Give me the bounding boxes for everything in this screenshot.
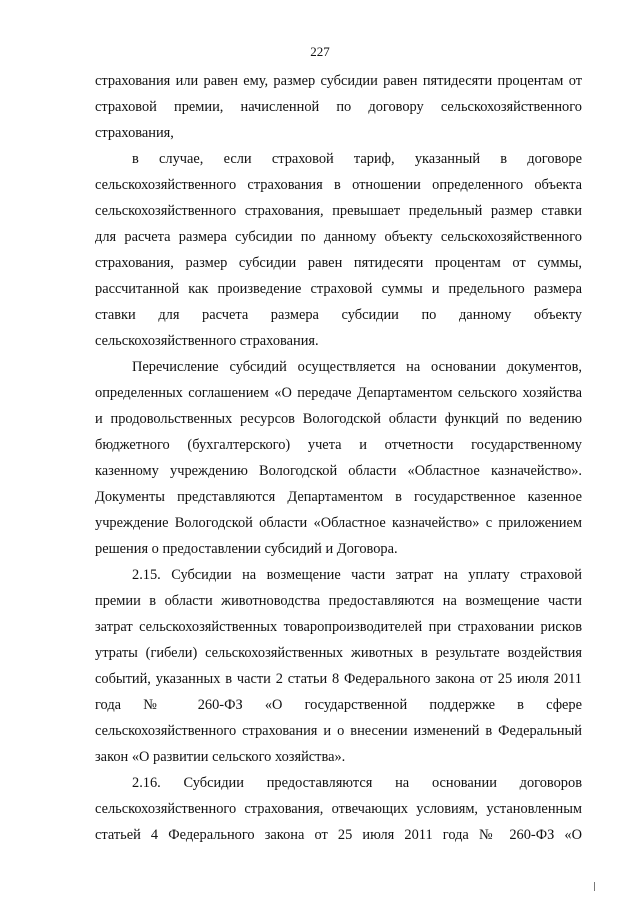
text-line: 2.16. Субсидии предоставляются на основании договоров: [132, 775, 582, 791]
text-line: страховой премии, начисленной по договору сельскохозяйственного: [95, 99, 582, 115]
text-line: сельскохозяйственного страхования в отношении определенного объекта: [95, 177, 582, 193]
text-line: определенных соглашением «О передаче Департаментом сельского хозяйства: [95, 385, 582, 401]
text-line: сельскохозяйственного страхования, превышает предельный размер ставки: [95, 203, 582, 219]
text-line: 2.15. Субсидии на возмещение части затрат на уплату страховой: [132, 567, 582, 583]
scan-artifact: [594, 882, 595, 891]
text-line: утраты (гибели) сельскохозяйственных животных в результате воздействия: [95, 645, 582, 661]
text-line: рассчитанной как произведение страховой суммы и предельного размера: [95, 281, 582, 297]
text-line: страхования, размер субсидии равен пятидесяти процентам от суммы,: [95, 255, 582, 271]
text-line: казенному учреждению Вологодской области «Областное казначейство».: [95, 463, 582, 479]
text-line: затрат сельскохозяйственных товаропроизводителей при страховании рисков: [95, 619, 582, 635]
text-line: ставки для расчета размера субсидии по данному объекту: [95, 307, 582, 323]
text-line: года № 260-ФЗ «О государственной поддержке в сфере: [95, 697, 582, 713]
text-line: закон «О развитии сельского хозяйства».: [95, 749, 346, 765]
text-line: сельскохозяйственного страхования.: [95, 333, 319, 349]
text-line: страхования,: [95, 125, 174, 141]
text-line: сельскохозяйственного страхования, отвечающих условиям, установленным: [95, 801, 582, 817]
text-line: учреждение Вологодской области «Областное казначейство» с приложением: [95, 515, 582, 531]
text-line: для расчета размера субсидии по данному объекту сельскохозяйственного: [95, 229, 582, 245]
text-line: событий, указанных в части 2 статьи 8 Федерального закона от 25 июля 2011: [95, 671, 582, 687]
text-line: Документы представляются Департаментом в государственное казенное: [95, 489, 582, 505]
text-line: и продовольственных ресурсов Вологодской области функций по ведению: [95, 411, 582, 427]
text-line: Перечисление субсидий осуществляется на основании документов,: [132, 359, 582, 375]
text-line: сельскохозяйственного страхования и о внесении изменений в Федеральный: [95, 723, 582, 739]
text-line: премии в области животноводства предоставляются на возмещение части: [95, 593, 582, 609]
text-line: бюджетного (бухгалтерского) учета и отчетности государственному: [95, 437, 582, 453]
text-line: в случае, если страховой тариф, указанный в договоре: [132, 151, 582, 167]
page-number: 227: [310, 44, 330, 59]
text-line: решения о предоставлении субсидий и Договора.: [95, 541, 398, 557]
text-line: страхования или равен ему, размер субсидии равен пятидесяти процентам от: [95, 73, 582, 89]
text-line: статьей 4 Федерального закона от 25 июля 2011 года № 260-ФЗ «О: [95, 827, 582, 843]
